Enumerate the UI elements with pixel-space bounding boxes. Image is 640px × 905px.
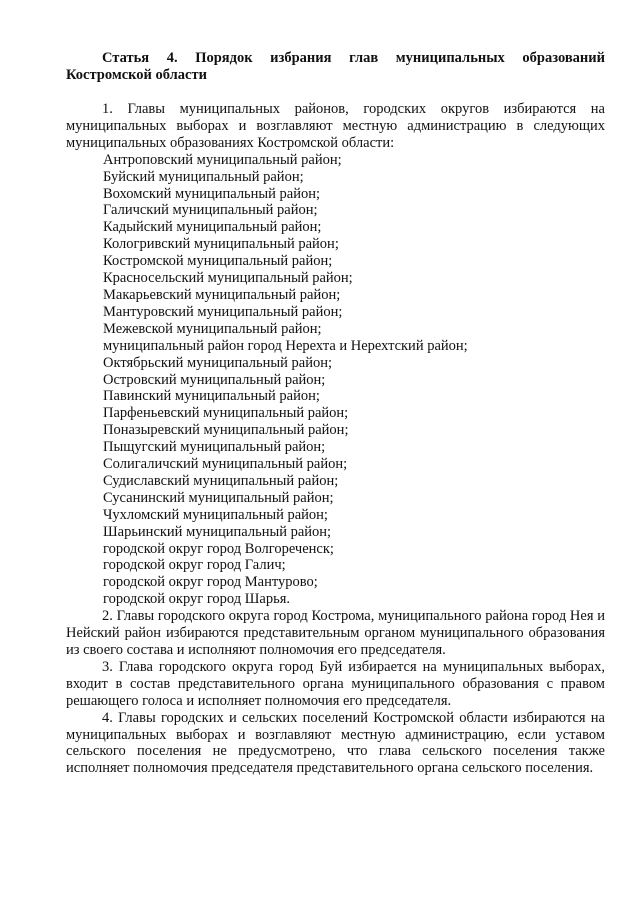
paragraph-3: 3. Глава городского округа город Буй избирается на муниципальных выборах, входит в состав представительного органа муниципального образования с правом решающего голоса и исполняет полномочия его председателя.: [66, 658, 605, 709]
municipality-list-item: Октябрьский муниципальный район;: [103, 354, 333, 371]
municipality-list-item: Межевской муниципальный район;: [103, 320, 322, 337]
municipality-list-item: городской округ город Волгореченск;: [103, 540, 334, 557]
article-heading-line-1: Статья 4. Порядок избрания глав муниципальных образований: [102, 50, 605, 66]
municipality-list: [66, 152, 605, 608]
municipality-list-item: Антроповский муниципальный район;: [103, 151, 342, 168]
municipality-list-item: городской округ город Шарья.: [103, 591, 290, 608]
municipality-list-item: Макарьевский муниципальный район;: [103, 286, 341, 303]
municipality-list-item: Кологривский муниципальный район;: [103, 236, 339, 253]
municipality-list-item: Вохомский муниципальный район;: [103, 185, 321, 202]
municipality-list-item: Судиславский муниципальный район;: [103, 472, 339, 489]
municipality-list-item: городской округ город Галич;: [103, 557, 286, 574]
municipality-list-item: Галичский муниципальный район;: [103, 202, 318, 219]
municipality-list-item: Парфеньевский муниципальный район;: [103, 405, 349, 422]
municipality-list-item: Поназыревский муниципальный район;: [103, 422, 349, 439]
municipality-list-item: городской округ город Мантурово;: [103, 574, 318, 591]
municipality-list-item: Красносельский муниципальный район;: [103, 270, 353, 287]
municipality-list-item: Буйский муниципальный район;: [103, 168, 304, 185]
municipality-list-item: Сусанинский муниципальный район;: [103, 489, 334, 506]
article-heading-line-2: Костромской области: [66, 67, 207, 83]
municipality-list-item: Островский муниципальный район;: [103, 371, 326, 388]
municipality-list-item: Павинский муниципальный район;: [103, 388, 320, 405]
municipality-list-item: муниципальный район город Нерехта и Нерехтский район;: [103, 337, 468, 354]
municipality-list-item: Пыщугский муниципальный район;: [103, 439, 326, 456]
paragraph-1: 1. Главы муниципальных районов, городских округов избираются на муниципальных выборах и возглавляют местную администрацию в следующих муниципальных образованиях Костромской области:: [66, 101, 605, 151]
municipality-list-item: Шарьинский муниципальный район;: [103, 523, 332, 540]
paragraph-4: 4. Главы городских и сельских поселений Костромской области избираются на муниципальных выборах и возглавляют местную администрацию, если уставом сельского поселения не предусмотрено, что глава сельского поселения также исполняет полномочия председателя представительного органа сельского поселения.: [66, 709, 605, 777]
municipality-list-item: Чухломский муниципальный район;: [103, 506, 328, 523]
paragraph-2: 2. Главы городского округа город Кострома, муниципального района город Нея и Нейский район избираются представительным органом муниципального образования из своего состава и исполняют полномочия его председателя.: [66, 608, 605, 658]
article-heading: [66, 50, 605, 84]
municipality-list-item: Костромской муниципальный район;: [103, 253, 333, 270]
municipality-list-item: Солигаличский муниципальный район;: [103, 456, 348, 473]
municipality-list-item: Мантуровский муниципальный район;: [103, 303, 343, 320]
article-body: [66, 101, 605, 777]
municipality-list-item: Кадыйский муниципальный район;: [103, 219, 322, 236]
